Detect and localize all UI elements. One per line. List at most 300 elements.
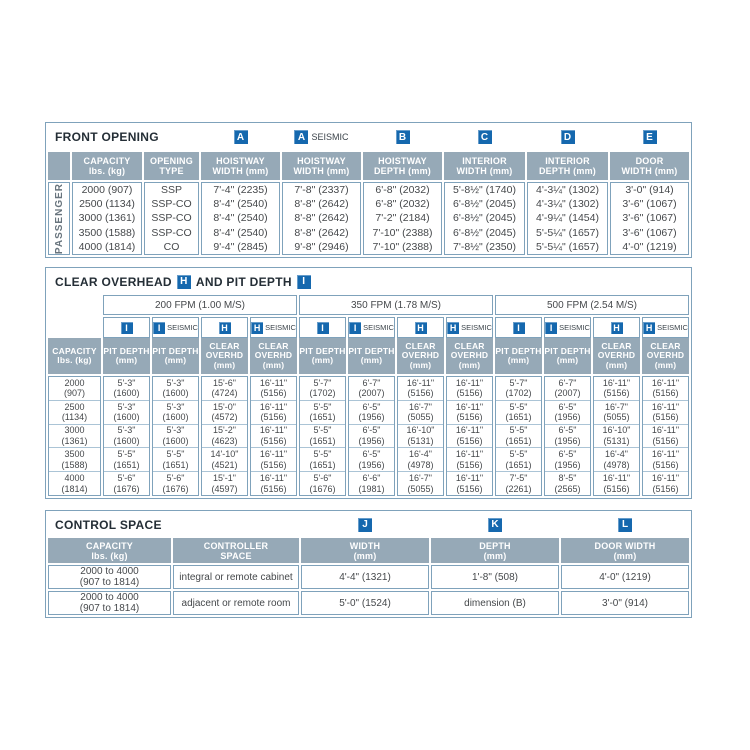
control-space-header-row [48, 538, 689, 563]
header-line: lbs. (kg) [88, 165, 126, 176]
table-cell: 6'-8½" (2045) [453, 198, 516, 211]
header-line: WIDTH (mm) [293, 165, 350, 176]
seismic-label: SEISMIC [559, 323, 590, 332]
header-line: (mm) [164, 355, 187, 365]
value-line: 5'-3" [166, 425, 185, 436]
table-cell [398, 471, 443, 495]
header-line: INTERIOR [462, 155, 507, 166]
table-cell: 6'-8½" (2045) [453, 226, 516, 239]
value-line: (1600) [113, 435, 140, 446]
column-header [299, 338, 346, 374]
control-space-table [45, 510, 692, 618]
header-line: CLEAR [209, 340, 240, 351]
badge-j-cell [301, 513, 429, 536]
table-cell: dimension (B) [431, 591, 559, 615]
value-line: 5'-5" [166, 449, 185, 460]
value-line: (5156) [260, 412, 287, 423]
column-header [593, 338, 640, 374]
value-line: (5156) [652, 459, 679, 470]
dimension-column [348, 376, 395, 496]
table-cell [153, 377, 198, 400]
table-cell: 7'-10" (2388) [372, 226, 433, 239]
seismic-label: SEISMIC [657, 323, 688, 332]
header-line: CONTROLLER [203, 540, 269, 551]
header-line: CLEAR [650, 340, 681, 351]
column-header [544, 338, 591, 374]
table-cell [300, 400, 345, 424]
header-line: PIT DEPTH [348, 345, 395, 356]
value-line: 6'-5" [362, 401, 381, 412]
badge-b-cell [363, 125, 442, 150]
value-line: (907) [63, 388, 85, 399]
value-line: (5156) [456, 435, 483, 446]
value-line: 16'-11" [259, 401, 288, 412]
dimension-column [544, 376, 591, 496]
value-line: 16'-7" [605, 401, 628, 412]
value-line: 5'-5" [313, 401, 332, 412]
header-line: PIT DEPTH [299, 345, 346, 356]
value-line: (4623) [211, 435, 238, 446]
table-cell [496, 424, 541, 448]
table-cell [349, 424, 394, 448]
header-line: OVERHD [205, 350, 244, 361]
table-cell [300, 471, 345, 495]
table-cell [202, 447, 247, 471]
badge-e-cell [610, 125, 689, 150]
letter-h-badge-icon: H [219, 322, 231, 334]
header-line: (mm) [654, 359, 677, 370]
capacity-cell [49, 400, 100, 424]
table-cell: 5'-0" (1524) [301, 591, 429, 615]
clear-overhead-header-row [48, 338, 689, 374]
value-line: 16'-11" [455, 449, 484, 460]
value-line: (4724) [211, 388, 238, 399]
value-line: 5'-5" [509, 449, 528, 460]
table-cell: 6'-8½" (2045) [453, 212, 516, 225]
value-line: (5156) [456, 483, 483, 494]
table-cell [349, 447, 394, 471]
value-line: (1676) [309, 483, 336, 494]
letter-k-badge-icon: K [488, 518, 502, 532]
column-header [201, 152, 280, 180]
header-line: lbs. (kg) [57, 355, 92, 365]
header-line: (mm) [213, 359, 236, 370]
value-line: 7'-5" [509, 473, 528, 484]
table-cell [496, 377, 541, 400]
value-line: 5'-3" [117, 425, 136, 436]
value-line: (1676) [113, 483, 140, 494]
value-line: (5156) [603, 388, 630, 399]
table-cell [643, 471, 688, 495]
value-line: (4978) [407, 459, 434, 470]
value-line: (1600) [113, 388, 140, 399]
table-cell: CO [163, 240, 180, 253]
letter-h-badge-icon: H [415, 322, 427, 334]
sub-badge-cell [152, 317, 199, 338]
value-line: 16'-11" [259, 473, 288, 484]
value-line: 16'-11" [602, 473, 631, 484]
value-line: (5055) [407, 483, 434, 494]
column-header [72, 152, 142, 180]
column-header [444, 152, 525, 180]
table-cell [104, 400, 149, 424]
header-line: lbs. (kg) [91, 550, 128, 561]
table-cell: 4'-9¼" (1454) [536, 212, 599, 225]
column-header [495, 338, 542, 374]
value-line: 16'-10" [602, 425, 631, 436]
table-cell: 4'-4" (1321) [301, 565, 429, 589]
letter-a-badge-icon: A [234, 130, 248, 144]
value-line: 16'-11" [455, 401, 484, 412]
capacity-cell [49, 447, 100, 471]
table-cell [447, 424, 492, 448]
table-cell: adjacent or remote room [173, 591, 299, 615]
sub-badge-cell [642, 317, 689, 338]
column-header [610, 152, 689, 180]
value-line: 16'-11" [406, 377, 435, 388]
value-line: 5'-6" [117, 473, 136, 484]
sub-badge-row [48, 317, 689, 336]
table-cell [398, 377, 443, 400]
table-cell [251, 471, 296, 495]
table-cell: 3'-6" (1067) [622, 226, 677, 239]
value-line: (5156) [603, 483, 630, 494]
value-line: (1651) [505, 435, 532, 446]
header-line: PIT DEPTH [544, 345, 591, 356]
value-line: 5'-5" [509, 425, 528, 436]
clear-overhead-title-row [48, 270, 689, 293]
value-line: 5'-3" [117, 377, 136, 388]
letter-h-badge-icon: H [611, 322, 623, 334]
value-line: 2000 to 4000 [80, 566, 139, 577]
value-line: (1361) [61, 435, 88, 446]
column-header [561, 538, 689, 563]
table-cell [594, 400, 639, 424]
table-cell: 8'-8" (2642) [294, 226, 349, 239]
value-line: (1651) [309, 459, 336, 470]
letter-l-badge-icon: L [618, 518, 632, 532]
clear-overhead-title-part1: CLEAR OVERHEAD [55, 274, 172, 289]
value-line: 5'-3" [117, 401, 136, 412]
value-line: (5156) [456, 412, 483, 423]
column-header [173, 538, 299, 563]
value-line: (5131) [407, 435, 434, 446]
value-line: (1676) [162, 483, 189, 494]
front-opening-column [72, 182, 142, 255]
table-cell: 3000 (1361) [78, 212, 136, 225]
front-opening-title-row [48, 125, 689, 150]
value-line: (907 to 1814) [79, 577, 140, 588]
value-line: 15'-0" [213, 401, 236, 412]
sub-badge-cell [250, 317, 297, 338]
capacity-column [48, 376, 101, 496]
value-line: (5156) [407, 388, 434, 399]
value-line: 16'-11" [259, 449, 288, 460]
letter-a-seismic-badge-icon: A [294, 130, 308, 144]
table-cell: 8'-4" (2540) [213, 212, 268, 225]
header-spacer [48, 152, 70, 180]
table-cell [104, 377, 149, 400]
value-line: 6'-6" [362, 473, 381, 484]
column-header [103, 338, 150, 374]
sub-badge-cell [103, 317, 150, 338]
table-cell [202, 400, 247, 424]
badge-k-cell [431, 513, 559, 536]
header-line: WIDTH [349, 540, 381, 551]
header-line: CLEAR [601, 340, 632, 351]
value-line: (1600) [162, 412, 189, 423]
value-line: 5'-5" [313, 449, 332, 460]
badge-a-seismic-cell [282, 125, 361, 150]
header-line: CAPACITY [52, 345, 97, 356]
letter-d-badge-icon: D [561, 130, 575, 144]
dimension-column [299, 376, 346, 496]
header-line: (mm) [262, 359, 285, 370]
front-opening-column [527, 182, 608, 255]
passenger-label-cell [48, 182, 70, 255]
dimension-column [152, 376, 199, 496]
table-cell: 8'-4" (2540) [213, 198, 268, 211]
header-line: (mm) [115, 355, 138, 365]
value-line: 5'-7" [509, 377, 528, 388]
header-line: CAPACITY [86, 540, 133, 551]
clear-overhead-table [45, 267, 692, 499]
value-line: (1956) [358, 435, 385, 446]
table-cell [300, 447, 345, 471]
header-line: OVERHD [646, 350, 685, 361]
table-cell [594, 447, 639, 471]
value-line: 6'-5" [558, 425, 577, 436]
badge-d-cell [527, 125, 608, 150]
table-cell: SSP-CO [151, 198, 192, 211]
sub-badge-cell [299, 317, 346, 338]
header-line: TYPE [159, 165, 184, 176]
table-cell: 8'-4" (2540) [213, 226, 268, 239]
value-line: 2500 [64, 401, 85, 412]
value-line: (5055) [407, 412, 434, 423]
value-line: (5156) [652, 483, 679, 494]
table-cell: 4'-3¼" (1302) [536, 198, 599, 211]
column-header [348, 338, 395, 374]
value-line: 16'-11" [651, 449, 680, 460]
table-cell [251, 424, 296, 448]
value-line: 5'-6" [166, 473, 185, 484]
column-header [527, 152, 608, 180]
table-cell [202, 377, 247, 400]
value-line: (1588) [61, 459, 88, 470]
column-header [282, 152, 361, 180]
front-opening-column [144, 182, 199, 255]
letter-b-badge-icon: B [396, 130, 410, 144]
value-line: (5156) [260, 388, 287, 399]
table-cell [496, 400, 541, 424]
letter-j-badge-icon: J [358, 518, 372, 532]
table-cell [594, 424, 639, 448]
value-line: 3000 [64, 425, 85, 436]
letter-i-badge-icon: I [297, 275, 311, 289]
table-cell: 5'-5¼" (1657) [536, 226, 599, 239]
value-line: (5156) [652, 412, 679, 423]
header-line: CAPACITY [83, 155, 131, 166]
value-line: 16'-11" [455, 377, 484, 388]
letter-h-badge-icon: H [643, 322, 655, 334]
table-cell [398, 400, 443, 424]
value-line: (1651) [505, 412, 532, 423]
dimension-column [593, 376, 640, 496]
header-line: OVERHD [254, 350, 293, 361]
table-cell [594, 377, 639, 400]
table-cell: 8'-8" (2642) [294, 212, 349, 225]
letter-c-badge-icon: C [478, 130, 492, 144]
front-opening-column [201, 182, 280, 255]
value-line: (5055) [603, 412, 630, 423]
value-line: (1956) [554, 412, 581, 423]
table-cell [104, 471, 149, 495]
column-header [642, 338, 689, 374]
table-cell: SSP-CO [151, 212, 192, 225]
sub-badge-cell [446, 317, 493, 338]
table-cell [545, 377, 590, 400]
table-cell [545, 424, 590, 448]
table-cell: 3'-0" (914) [625, 184, 674, 197]
value-line: 5'-7" [313, 377, 332, 388]
value-line: (5156) [456, 459, 483, 470]
value-line: (1600) [113, 412, 140, 423]
seismic-label: SEISMIC [167, 323, 198, 332]
passenger-label: PASSENGER [53, 182, 65, 254]
seismic-label: SEISMIC [265, 323, 296, 332]
letter-h-badge-icon: H [447, 322, 459, 334]
value-line: 3500 [64, 449, 85, 460]
value-line: 8'-5" [558, 473, 577, 484]
header-line: DEPTH [479, 540, 511, 551]
table-cell [153, 424, 198, 448]
capacity-cell [49, 471, 100, 495]
column-header [250, 338, 297, 374]
header-line: SPACE [220, 550, 252, 561]
value-line: 5'-5" [313, 425, 332, 436]
table-cell [643, 400, 688, 424]
dimension-column [446, 376, 493, 496]
table-cell [202, 471, 247, 495]
table-cell: 8'-8" (2642) [294, 198, 349, 211]
table-cell [398, 447, 443, 471]
value-line: 4000 [64, 473, 85, 484]
table-cell [202, 424, 247, 448]
dimension-column [397, 376, 444, 496]
table-cell: 6'-8" (2032) [375, 184, 430, 197]
speed-row [48, 295, 689, 315]
header-line: DEPTH (mm) [538, 165, 596, 176]
table-cell [349, 377, 394, 400]
value-line: (5156) [260, 459, 287, 470]
table-cell [153, 471, 198, 495]
table-cell: 3500 (1588) [78, 226, 136, 239]
badge-c-cell [444, 125, 525, 150]
value-line: (1814) [61, 483, 88, 494]
sub-badge-cell [544, 317, 591, 338]
table-cell [104, 447, 149, 471]
front-opening-header-row [48, 152, 689, 180]
value-line: 5'-3" [166, 401, 185, 412]
value-line: (4597) [211, 483, 238, 494]
header-line: WIDTH (mm) [212, 165, 269, 176]
front-opening-column [610, 182, 689, 255]
table-cell: 3'-6" (1067) [622, 212, 677, 225]
table-cell [300, 377, 345, 400]
value-line: 5'-3" [166, 377, 185, 388]
table-cell [251, 447, 296, 471]
column-header [431, 538, 559, 563]
front-opening-table [45, 122, 692, 258]
table-cell: 1'-8" (508) [431, 565, 559, 589]
control-space-title: CONTROL SPACE [55, 517, 162, 532]
column-header [301, 538, 429, 563]
value-line: (1651) [505, 459, 532, 470]
value-line: 6'-5" [362, 449, 381, 460]
column-header [201, 338, 248, 374]
value-line: 16'-11" [651, 425, 680, 436]
sub-badge-cell [201, 317, 248, 338]
column-header [363, 152, 442, 180]
header-line: CLEAR [258, 340, 289, 351]
speed-cell: 200 FPM (1.00 M/S) [103, 295, 297, 315]
badge-row-spacer [48, 317, 101, 336]
letter-i-badge-icon: I [153, 322, 165, 334]
value-line: (2007) [554, 388, 581, 399]
table-cell: 7'-8" (2337) [294, 184, 349, 197]
header-line: (mm) [458, 359, 481, 370]
table-cell: 5'-5¼" (1657) [536, 240, 599, 253]
front-opening-column [282, 182, 361, 255]
value-line: 14'-10" [210, 449, 239, 460]
table-cell: 4'-3¼" (1302) [536, 184, 599, 197]
table-cell: 9'-8" (2946) [294, 240, 349, 253]
value-line: 16'-7" [409, 401, 432, 412]
table-cell: 4'-0" (1219) [561, 565, 689, 589]
capacity-cell [49, 424, 100, 448]
table-cell [447, 447, 492, 471]
value-line: (5156) [260, 483, 287, 494]
value-line: (907 to 1814) [79, 603, 140, 614]
table-cell: 7'-10" (2388) [372, 240, 433, 253]
letter-i-badge-icon: I [513, 322, 525, 334]
table-cell: 4'-0" (1219) [622, 240, 677, 253]
table-cell: 5'-8½" (1740) [453, 184, 516, 197]
header-line: (mm) [483, 550, 507, 561]
value-line: (1981) [358, 483, 385, 494]
header-line: (mm) [360, 355, 383, 365]
speed-row-spacer [48, 295, 101, 315]
table-cell [643, 424, 688, 448]
value-line: (1651) [309, 435, 336, 446]
header-line: OVERHD [597, 350, 636, 361]
value-line: 16'-11" [602, 377, 631, 388]
table-cell [447, 400, 492, 424]
letter-i-badge-icon: I [545, 322, 557, 334]
value-line: 6'-5" [362, 425, 381, 436]
value-line: 6'-5" [558, 449, 577, 460]
table-cell: 7'-8½" (2350) [453, 240, 516, 253]
value-line: 16'-11" [455, 425, 484, 436]
value-line: (5156) [652, 388, 679, 399]
header-line: DEPTH (mm) [373, 165, 431, 176]
table-cell: 3'-0" (914) [561, 591, 689, 615]
header-line: INTERIOR [545, 155, 590, 166]
dimension-column [642, 376, 689, 496]
value-line: (4521) [211, 459, 238, 470]
header-line: (mm) [507, 355, 530, 365]
